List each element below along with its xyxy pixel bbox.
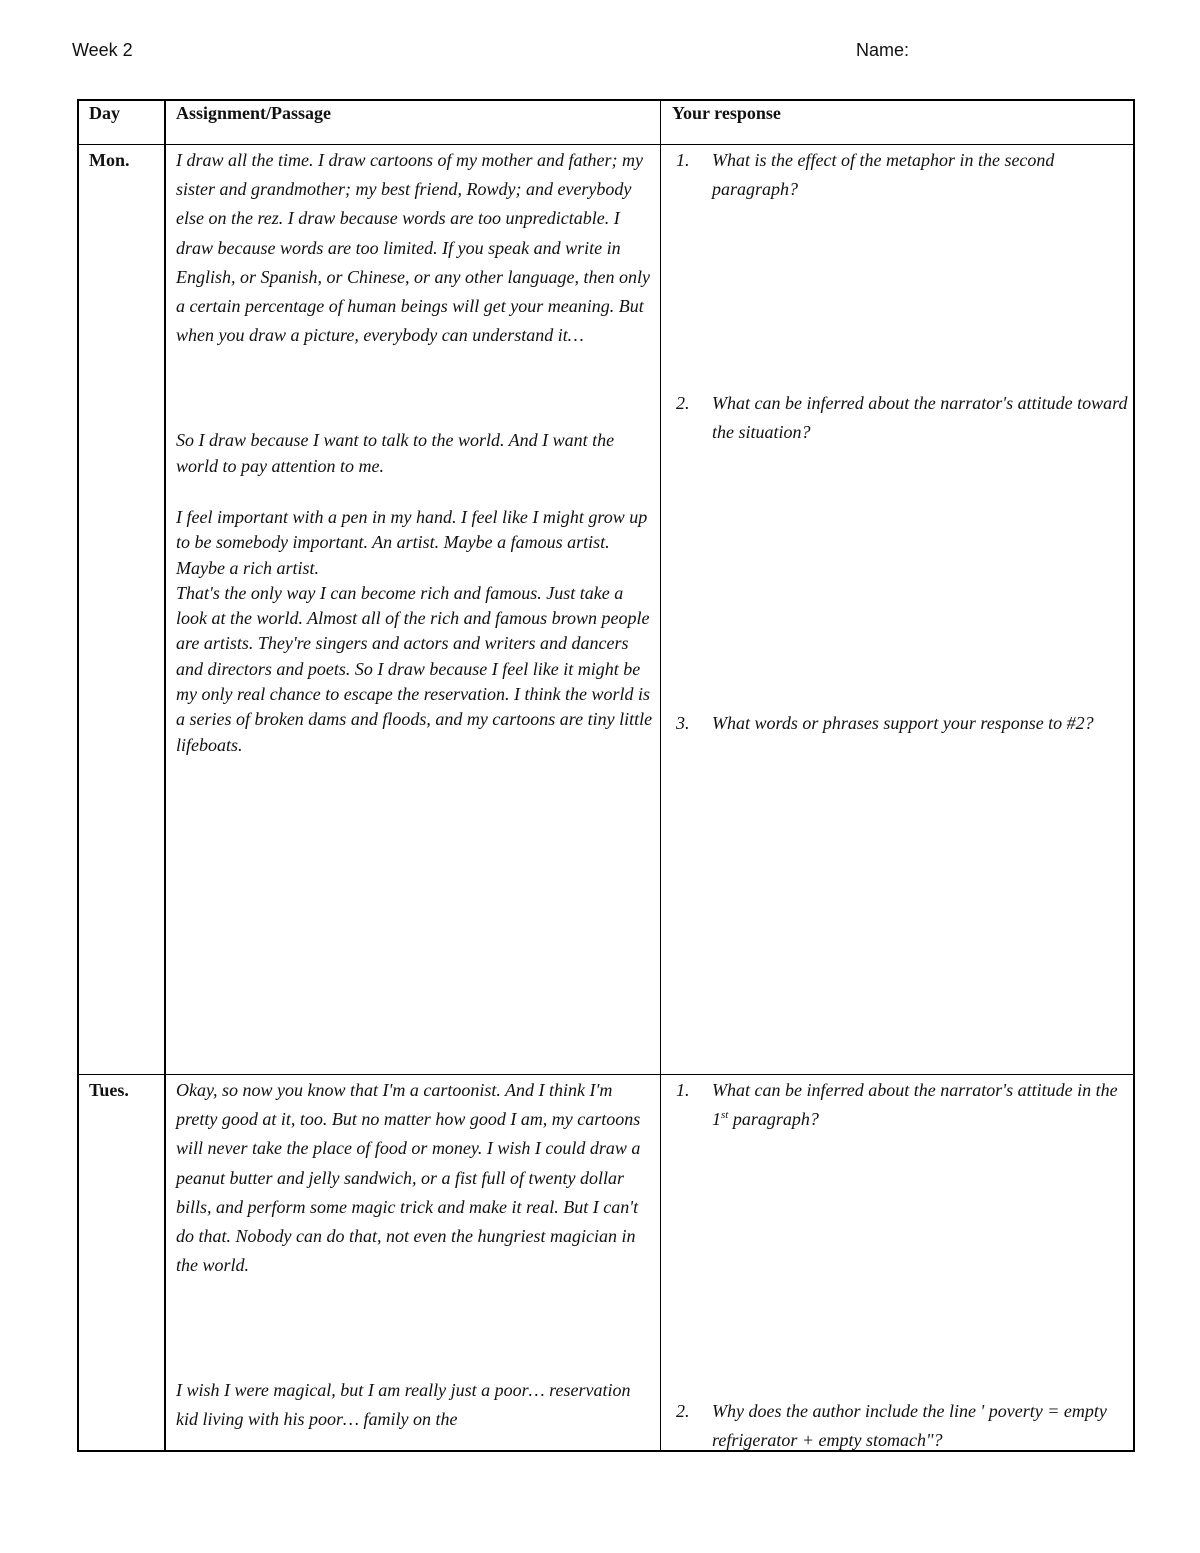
table-left-border [77,99,79,1452]
question-text: Why does the author include the line ' poverty = empty refrigerator + empty stomach"? [712,1401,1107,1450]
response-column-divider [660,99,661,1452]
day-monday: Mon. [89,150,130,170]
column-header-day: Day [89,103,120,123]
monday-paragraph: I feel important with a pen in my hand. I feel like I might grow up to be somebody important. An artist. Maybe a famous artist. Maybe a rich artist. [176,507,648,578]
tuesday-question-2 [676,1397,1128,1455]
question-text: What is the effect of the metaphor in the second paragraph? [712,150,1055,199]
day-column-divider [164,99,166,1452]
monday-passage [176,146,654,350]
monday-question-3 [676,709,1128,738]
tuesday-question-1 [676,1076,1128,1134]
monday-question-2 [676,389,1128,447]
question-number: 1. [676,150,690,170]
tuesday-passage-2 [176,1376,654,1434]
tuesday-paragraph: Okay, so now you know that I'm a cartoonist. And I think I'm pretty good at it, too. But no matter how good I am, my cartoons will never take the place of food or money. I wish I could draw a peanut butter and jelly sandwich, or a fist full of twenty dollar bills, and perform some magic trick and make it real. But I can't do that. Nobody can do that, not even the hungriest magician in the world. [176,1080,641,1276]
monday-paragraph: That's the only way I can become rich and famous. Just take a look at the world. Almost all of the rich and famous brown people are artists. They're singers and actors and writers and dancers and directors and poets. So I draw because I feel like it might be my only real chance to escape the reservation. I think the world is a series of broken dams and floods, and my cartoons are tiny little lifeboats. [176,582,653,755]
question-text: What can be inferred about the narrator's attitude in the 1st paragraph? [712,1080,1118,1129]
name-label: Name: [856,40,910,60]
question-number: 1. [676,1080,690,1100]
column-header-assignment: Assignment/Passage [176,103,332,123]
question-text: What can be inferred about the narrator's attitude toward the situation? [712,393,1128,442]
column-header-response: Your response [672,103,781,123]
monday-passage-3 [176,505,654,758]
table-right-border [1133,99,1135,1452]
tuesday-paragraph: I wish I were magical, but I am really just a poor… reservation kid living with his poor… family on the [176,1380,631,1430]
tuesday-passage [176,1076,654,1280]
header-row-divider [77,144,1135,145]
table-top-border [77,99,1135,101]
ordinal-suffix: st [721,1109,729,1121]
monday-question-1 [676,146,1128,204]
question-number: 2. [676,1401,690,1421]
monday-row-divider [77,1074,1135,1075]
question-number: 2. [676,393,690,413]
question-text: What words or phrases support your response to #2? [712,713,1094,733]
week-label: Week 2 [72,40,133,60]
question-number: 3. [676,713,690,733]
monday-paragraph: So I draw because I want to talk to the world. And I want the world to pay attention to me. [176,430,615,476]
monday-passage-2 [176,428,654,479]
monday-paragraph: I draw all the time. I draw cartoons of my mother and father; my sister and grandmother; my best friend, Rowdy; and everybody else on the rez. I draw because words are too unpredictable. I draw because words are too limited. If you speak and write in English, or Spanish, or Chinese, or any other language, then only a certain percentage of human beings will get your meaning. But when you draw a picture, everybody can understand it… [176,150,650,346]
day-tuesday: Tues. [89,1080,129,1100]
